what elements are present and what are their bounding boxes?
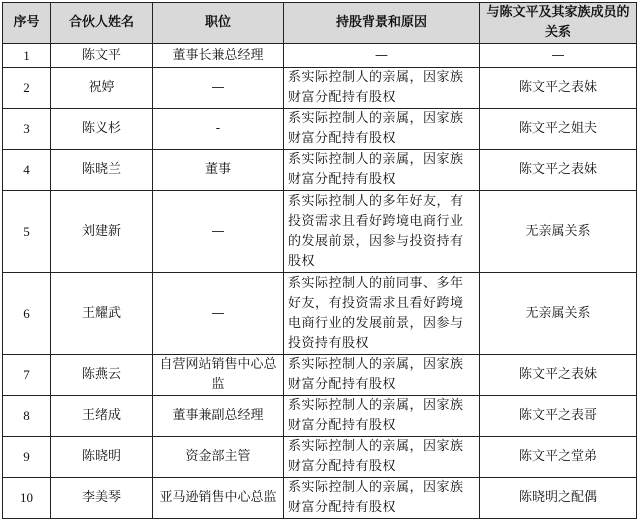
cell-position: 董事 bbox=[153, 150, 284, 191]
table-row bbox=[3, 478, 637, 519]
cell-name: 李美琴 bbox=[51, 478, 153, 519]
cell-seq: 9 bbox=[3, 437, 51, 478]
cell-position: 董事兼副总经理 bbox=[153, 396, 284, 437]
cell-seq: 7 bbox=[3, 355, 51, 396]
cell-relation: 陈文平之表妹 bbox=[480, 68, 637, 109]
header-seq: 序号 bbox=[3, 3, 51, 44]
cell-seq: 10 bbox=[3, 478, 51, 519]
cell-name: 陈燕云 bbox=[51, 355, 153, 396]
table-row bbox=[3, 355, 637, 396]
cell-background: — bbox=[284, 44, 480, 68]
cell-relation: 陈文平之姐夫 bbox=[480, 109, 637, 150]
cell-relation: 陈文平之堂弟 bbox=[480, 437, 637, 478]
table-header-row bbox=[3, 3, 637, 44]
partner-table-container bbox=[2, 2, 638, 519]
cell-position: 资金部主管 bbox=[153, 437, 284, 478]
table-row bbox=[3, 273, 637, 355]
cell-name: 陈文平 bbox=[51, 44, 153, 68]
cell-background: 系实际控制人的亲属，因家族财富分配持有股权 bbox=[284, 109, 480, 150]
cell-background: 系实际控制人的多年好友，有投资需求且看好跨境电商行业的发展前景，因参与投资持有股权 bbox=[284, 191, 480, 273]
table-row bbox=[3, 191, 637, 273]
cell-background: 系实际控制人的亲属，因家族财富分配持有股权 bbox=[284, 68, 480, 109]
table-row bbox=[3, 68, 637, 109]
table-row bbox=[3, 109, 637, 150]
cell-background: 系实际控制人的亲属，因家族财富分配持有股权 bbox=[284, 478, 480, 519]
cell-seq: 6 bbox=[3, 273, 51, 355]
table-row bbox=[3, 396, 637, 437]
cell-seq: 8 bbox=[3, 396, 51, 437]
cell-seq: 3 bbox=[3, 109, 51, 150]
cell-position: 亚马逊销售中心总监 bbox=[153, 478, 284, 519]
header-relation: 与陈文平及其家族成员的关系 bbox=[480, 3, 637, 44]
partner-table bbox=[2, 2, 637, 519]
cell-seq: 4 bbox=[3, 150, 51, 191]
cell-name: 刘建新 bbox=[51, 191, 153, 273]
cell-seq: 5 bbox=[3, 191, 51, 273]
header-name: 合伙人姓名 bbox=[51, 3, 153, 44]
cell-name: 陈晓明 bbox=[51, 437, 153, 478]
cell-name: 陈晓兰 bbox=[51, 150, 153, 191]
cell-position: — bbox=[153, 191, 284, 273]
cell-relation: 无亲属关系 bbox=[480, 191, 637, 273]
cell-background: 系实际控制人的亲属，因家族财富分配持有股权 bbox=[284, 355, 480, 396]
cell-name: 王绪成 bbox=[51, 396, 153, 437]
cell-name: 祝婷 bbox=[51, 68, 153, 109]
cell-background: 系实际控制人的前同事、多年好友，有投资需求且看好跨境电商行业的发展前景，因参与投资持有股权 bbox=[284, 273, 480, 355]
cell-relation: 陈文平之表妹 bbox=[480, 150, 637, 191]
cell-position: — bbox=[153, 68, 284, 109]
cell-name: 王耀武 bbox=[51, 273, 153, 355]
cell-relation: 陈文平之表妹 bbox=[480, 355, 637, 396]
cell-relation: 无亲属关系 bbox=[480, 273, 637, 355]
header-background: 持股背景和原因 bbox=[284, 3, 480, 44]
cell-relation: — bbox=[480, 44, 637, 68]
cell-position: 自营网站销售中心总监 bbox=[153, 355, 284, 396]
table-row bbox=[3, 437, 637, 478]
cell-seq: 2 bbox=[3, 68, 51, 109]
header-position: 职位 bbox=[153, 3, 284, 44]
cell-name: 陈义杉 bbox=[51, 109, 153, 150]
cell-position: — bbox=[153, 273, 284, 355]
cell-seq: 1 bbox=[3, 44, 51, 68]
cell-position: - bbox=[153, 109, 284, 150]
table-row bbox=[3, 150, 637, 191]
cell-relation: 陈晓明之配偶 bbox=[480, 478, 637, 519]
cell-background: 系实际控制人的亲属，因家族财富分配持有股权 bbox=[284, 150, 480, 191]
cell-relation: 陈文平之表哥 bbox=[480, 396, 637, 437]
cell-background: 系实际控制人的亲属，因家族财富分配持有股权 bbox=[284, 396, 480, 437]
cell-position: 董事长兼总经理 bbox=[153, 44, 284, 68]
table-row bbox=[3, 44, 637, 68]
cell-background: 系实际控制人的亲属，因家族财富分配持有股权 bbox=[284, 437, 480, 478]
